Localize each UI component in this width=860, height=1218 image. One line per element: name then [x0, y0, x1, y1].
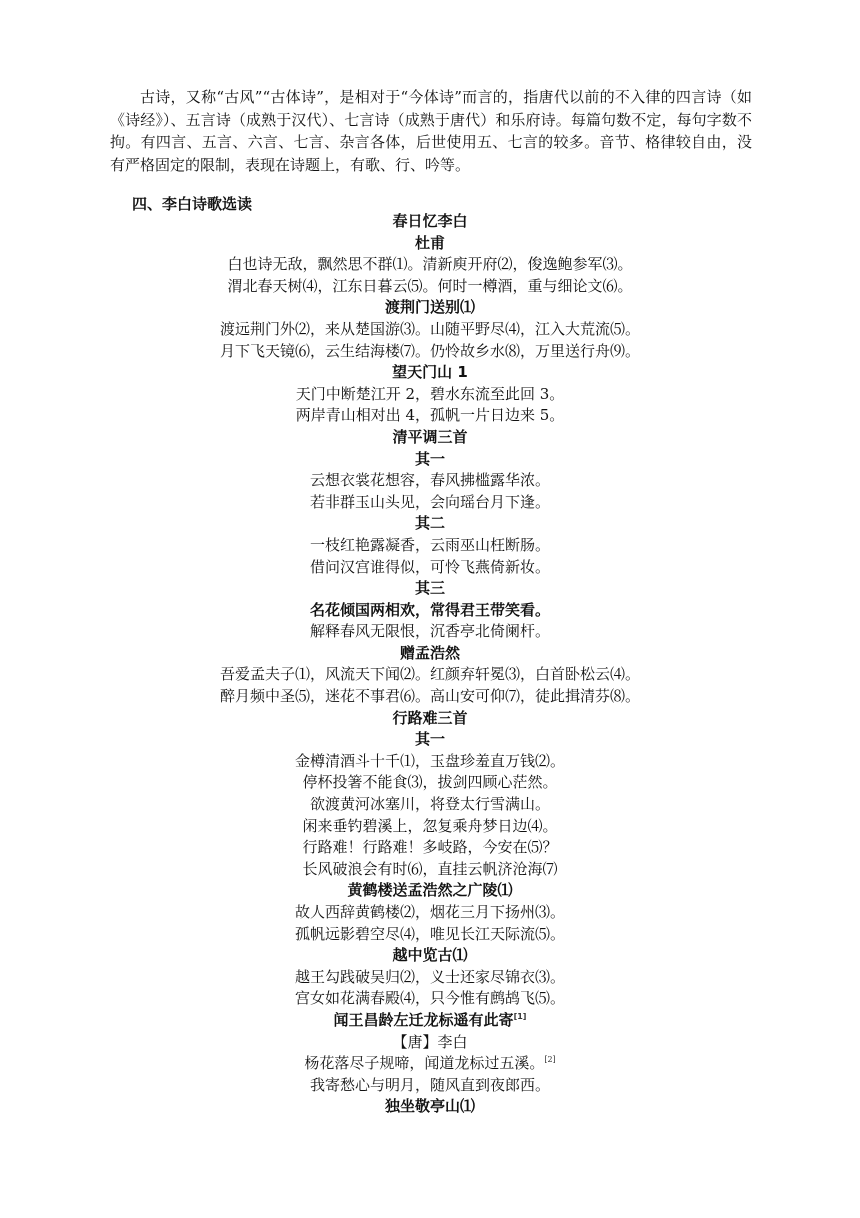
poem-verse-line [0, 664, 860, 686]
line-text: 解释春风无限恨，沉香亭北倚阑杆。 [309, 622, 550, 641]
poem-subtitle [0, 449, 860, 471]
line-text: 故人西辞黄鹤楼⑵，烟花三月下扬州⑶。 [294, 903, 565, 921]
line-text: 春日忆李白 [392, 212, 468, 230]
poem-title [0, 708, 860, 730]
poem-verse-line [0, 686, 860, 708]
line-text: 越中览古⑴ [392, 946, 468, 965]
poem-verse-line [0, 254, 860, 276]
poem-title [0, 1010, 860, 1032]
poem-verse-line [0, 470, 860, 492]
poem-verse-line-bold [0, 600, 860, 622]
line-text: 名花倾国两相欢，常得君王带笑看。 [309, 600, 550, 619]
line-text: 其一 [414, 449, 445, 468]
line-text: 停杯投箸不能食⑶，拔剑四顾心茫然。 [302, 773, 558, 792]
line-text: 若非群玉山头见，会向瑶台月下逢。 [309, 492, 550, 511]
poem-verse-line [0, 535, 860, 557]
footnote-marker: [2] [544, 1055, 556, 1065]
line-text: 闲来垂钓碧溪上，忽复乘舟梦日边⑷。 [302, 816, 558, 835]
poem-title [0, 427, 860, 449]
poem-verse-line [0, 1075, 860, 1097]
poem-subtitle [0, 513, 860, 535]
poem-verse-line [0, 967, 860, 989]
line-text: 其三 [414, 579, 445, 598]
line-text: 金樽清酒斗十千⑴，玉盘珍羞直万钱⑵。 [294, 751, 565, 770]
section-heading: 四、李白诗歌选读 [132, 195, 253, 213]
poem-verse-line [0, 621, 860, 643]
line-text: 吾爱孟夫子⑴，风流天下闻⑵。红颜弃轩冕⑶，白首卧松云⑷。 [219, 665, 640, 684]
poem-title [0, 945, 860, 967]
poem-verse-line [0, 816, 860, 838]
line-text: 清平调三首 [392, 427, 468, 446]
poem-title [0, 297, 860, 319]
line-text: 孤帆远影碧空尽⑷，唯见长江天际流⑸。 [294, 924, 565, 943]
poem-verse-line [0, 492, 860, 514]
line-text: 其一 [414, 730, 445, 749]
poem-title [0, 880, 860, 902]
poem-verse-line [0, 405, 860, 427]
line-text: 赠孟浩然 [399, 643, 460, 662]
line-text: 两岸青山相对出 4，孤帆一片日边来 5。 [295, 406, 565, 425]
poem-verse-line [0, 988, 860, 1010]
line-text: 长风破浪会有时⑹，直挂云帆济沧海⑺ [302, 859, 558, 878]
poem-subtitle [0, 729, 860, 751]
line-text: 黄鹤楼送孟浩然之广陵⑴ [347, 881, 513, 900]
line-text: 宫女如花满春殿⑷，只今惟有鹧鸪飞⑸。 [294, 989, 565, 1008]
footnote-marker: [1] [513, 1011, 527, 1021]
poem-verse-line [0, 837, 860, 859]
poem-subtitle [0, 578, 860, 600]
poem-subtitle [0, 233, 860, 255]
poem-verse-line [0, 557, 860, 579]
line-text: 杨花落尽子规啼，闻道龙标过五溪。 [304, 1054, 545, 1073]
line-text: 其二 [414, 514, 445, 533]
line-text: 一枝红艳露凝香，云雨巫山枉断肠。 [309, 535, 550, 554]
line-text: 【唐】李白 [392, 1032, 468, 1051]
line-text: 渭北春天树⑷，江东日暮云⑸。何时一樽酒，重与细论文⑹。 [227, 276, 633, 295]
line-text: 醉月频中圣⑸，迷花不事君⑹。高山安可仰⑺，徒此揖清芬⑻。 [219, 687, 640, 706]
poem-verse-line [0, 859, 860, 881]
poem-title [0, 211, 860, 233]
line-text: 月下飞天镜⑹，云生结海楼⑺。仍怜故乡水⑻，万里送行舟⑼。 [219, 341, 640, 360]
poem-verse-line [0, 772, 860, 794]
poem-verse-line [0, 902, 860, 924]
line-text: 行路难三首 [392, 708, 468, 727]
poem-verse-line [0, 384, 860, 406]
line-text: 行路难！行路难！多岐路，今安在⑸？ [302, 838, 558, 857]
poem-title [0, 643, 860, 665]
poem-verse-line [0, 924, 860, 946]
intro-section [110, 86, 752, 176]
poem-title [0, 1096, 860, 1118]
intro-paragraph: 古诗，又称“古风”“古体诗”，是相对于“今体诗”而言的，指唐代以前的不入律的四言诗（如《诗经》）、五言诗（成熟于汉代）、七言诗（成熟于唐代）和乐府诗。每篇句数不定，每句字数不拘。有四言、五言、六言、七言、杂言各体，后世使用五、七言的较多。音节、格律较自由，没有严格固定的限制，表现在诗题上，有歌、行、吟等。 [110, 88, 752, 174]
line-text: 越王勾践破吴归⑵，义士还家尽锦衣⑶。 [294, 967, 565, 986]
poem-verse-line [0, 276, 860, 298]
poem-verse-line [0, 341, 860, 363]
poem-verse-line [0, 751, 860, 773]
line-text: 欲渡黄河冰塞川，将登太行雪满山。 [309, 795, 550, 814]
poem-title [0, 362, 860, 384]
poem-verse-line [0, 794, 860, 816]
line-text: 独坐敬亭山⑴ [384, 1097, 475, 1116]
line-text: 天门中断楚江开 2，碧水东流至此回 3。 [295, 384, 565, 403]
poem-author [0, 1032, 860, 1054]
poem-verse-line [0, 319, 860, 341]
line-text: 渡荆门送别⑴ [384, 298, 475, 317]
line-text: 望天门山 1 [392, 363, 468, 382]
line-text: 闻王昌龄左迁龙标遥有此寄 [333, 1010, 514, 1029]
poem-list [0, 211, 860, 1118]
line-text: 杜甫 [414, 233, 445, 252]
poem-verse-line [0, 1053, 860, 1075]
line-text: 我寄愁心与明月，随风直到夜郎西。 [309, 1075, 550, 1094]
line-text: 白也诗无敌，飘然思不群⑴。清新庾开府⑵，俊逸鲍参军⑶。 [227, 255, 633, 274]
line-text: 云想衣裳花想容，春风拂槛露华浓。 [309, 471, 550, 490]
line-text: 借问汉宫谁得似，可怜飞燕倚新妆。 [309, 557, 550, 576]
line-text: 渡远荆门外⑵，来从楚国游⑶。山随平野尽⑷，江入大荒流⑸。 [219, 319, 640, 338]
